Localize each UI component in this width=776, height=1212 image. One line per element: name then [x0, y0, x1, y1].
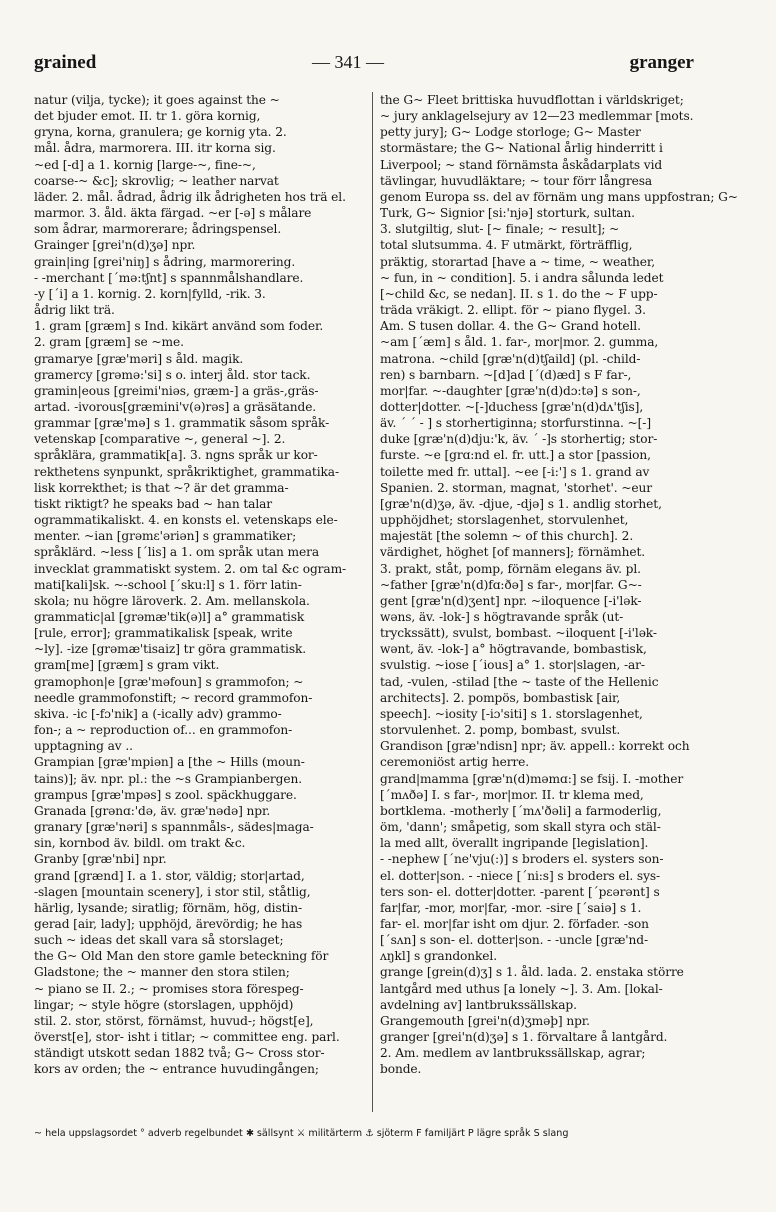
left-running-head: grained [34, 52, 97, 73]
entry-line: the G~ Old Man den store gamle beteckning för [34, 949, 329, 964]
entry-line: 2. Am. medlem av lantbrukssällskap, agrar; [380, 1046, 646, 1061]
left-column [34, 92, 366, 1078]
entry-line: [ˊmʌðə] I. s far-, mor|mor. II. tr klema med, [380, 787, 644, 802]
entry-line: genom Europa ss. del av förnäm ung mans uppfostran; G~ [380, 189, 738, 204]
abbreviation-legend: ~ hela uppslagsordet ° adverb regelbundet ✱ sällsynt ⚔ militärterm ⚓ sjöterm F familjärt P lägre språk S slang [34, 1128, 569, 1139]
right-running-head: granger [629, 52, 694, 73]
entry-line: granary [græ'nəri] s spannmåls-, sädes|maga- [34, 820, 314, 835]
entry-line: grand|mamma [græ'n(d)məmɑ:] se fsij. I. -mother [380, 771, 684, 786]
entry-line: ständigt utskott sedan 1882 två; G~ Cross stor- [34, 1046, 325, 1061]
entry-line: gryna, korna, granulera; ge kornig yta. 2. [34, 125, 287, 140]
entry-line: stil. 2. stor, störst, förnämst, huvud-; högst[e], [34, 1013, 314, 1028]
entry-line: tad, -vulen, -stilad [the ~ taste of the Hellenic [380, 674, 659, 689]
entry-line: 2. gram [græm] se ~me. [34, 335, 184, 350]
entry-line: far|far, -mor, mor|far, -mor. -sire [ˊsaiə] s 1. [380, 900, 642, 915]
entry-line: grain|ing [grei'niŋ] s ådring, marmorering. [34, 254, 296, 269]
entry-line: Liverpool; ~ stand förnämsta åskådarplats vid [380, 157, 663, 172]
entry-line: lantgård med uthus [a lonely ~]. 3. Am. [lokal- [380, 981, 663, 996]
entry-line: matrona. ~child [græ'n(d)tʃaild] (pl. -child- [380, 351, 641, 366]
entry-line: storvulenhet. 2. pomp, bombast, svulst. [380, 723, 621, 738]
entry-line: ~father [græ'n(d)fɑ:ðə] s far-, mor|far. G~- [380, 577, 642, 592]
entry-line: lisk korrekthet; is that ~? är det gramma- [34, 480, 289, 495]
entry-line: det bjuder emot. II. tr 1. göra kornig, [34, 109, 261, 124]
entry-line: upptagning av .. [34, 739, 133, 754]
entry-line: el. dotter|son. - -niece [ˊni:s] s broders el. sys- [380, 868, 661, 883]
entry-line: tryckssätt), svulst, bombast. ~iloquent [-i'lək- [380, 626, 657, 641]
entry-line: Granby [græ'nbi] npr. [34, 852, 167, 867]
entry-line: grand [grænd] I. a 1. stor, väldig; stor|artad, [34, 868, 305, 883]
entry-line: öm, 'dann'; småpetig, som skall styra och stäl- [380, 820, 661, 835]
entry-line: träda vräkigt. 2. ellipt. för ~ piano flygel. 3. [380, 303, 646, 318]
entry-line: menter. ~ian [grəmɛ'əriən] s grammatiker; [34, 529, 297, 544]
entry-line: kors av orden; the ~ entrance huvudingången; [34, 1062, 319, 1077]
column-divider [372, 92, 373, 1112]
entry-line: Grampian [græ'mpiən] a [the ~ Hills (moun- [34, 755, 305, 770]
entry-line: toilette med fr. uttal]. ~ee [-i:'] s 1. grand av [380, 464, 650, 479]
entry-line: 3. slutgiltig, slut- [~ finale; ~ result]; ~ [380, 222, 620, 237]
entry-line: marmor. 3. åld. äkta färgad. ~er [-ə] s målare [34, 206, 312, 221]
entry-line: gramarye [græ'məri] s åld. magik. [34, 351, 244, 366]
entry-line: Grainger [grei'n(d)ʒə] npr. [34, 238, 196, 253]
entry-line: far- el. mor|far isht om djur. 2. förfader. -son [380, 916, 649, 931]
entry-line: läder. 2. mål. ådrad, ådrig ilk ådrigheten hos trä el. [34, 189, 346, 204]
entry-line: skiva. -ic [-fɔ'nik] a (-ically adv) grammo- [34, 706, 282, 721]
entry-line: majestät [the solemn ~ of this church]. 2. [380, 529, 634, 544]
entry-line: ~ fun, in ~ condition]. 5. i andra sålunda ledet [380, 270, 664, 285]
entry-line: - -merchant [ˊmə:tʃnt] s spannmålshandlare. [34, 270, 304, 285]
entry-line: ~ jury anklagelsejury av 12—23 medlemmar [mots. [380, 109, 694, 124]
entry-line: gram[me] [græm] s gram vikt. [34, 658, 220, 673]
entry-line: -y [ˊi] a 1. kornig. 2. korn|fylld, -rik. 3. [34, 286, 266, 301]
entry-line: petty jury]; G~ Lodge storloge; G~ Master [380, 125, 641, 140]
entry-line: härlig, lysande; siratlig; förnäm, hög, distin- [34, 900, 303, 915]
entry-line: gramophon|e [græ'məfoun] s grammofon; ~ [34, 674, 304, 689]
entry-line: total slutsumma. 4. F utmärkt, förträfflig, [380, 238, 633, 253]
entry-line: tävlingar, huvudläktare; ~ tour förr långresa [380, 173, 653, 188]
entry-line: ogrammatikaliskt. 4. en konsts el. vetenskaps ele- [34, 513, 338, 528]
entry-line: wəns, äv. -lok-] s högtravande språk (ut- [380, 610, 624, 624]
page-number: — 341 — [312, 52, 384, 72]
entry-line: speech]. ~iosity [-iɔ'siti] s 1. storslagenhet, [380, 706, 643, 721]
entry-line: ren) s barnbarn. ~[d]ad [ˊ(d)æd] s F far-, [380, 367, 632, 382]
entry-line: [~child &c, se nedan]. II. s 1. do the ~ F upp- [380, 286, 658, 301]
entry-line: the G~ Fleet brittiska huvudflottan i världskriget; [380, 93, 684, 107]
entry-line: bortklema. -motherly [ˊmʌ'ðəli] a farmoderlig, [380, 803, 662, 818]
entry-line: gramercy [grəmə:'si] s o. interj åld. stor tack. [34, 367, 311, 382]
entry-line: ~ly]. -ize [grəmæ'tisaiz] tr göra grammatisk. [34, 642, 307, 657]
entry-line: furste. ~e [grɑ:nd el. fr. utt.] a stor [passion, [380, 448, 651, 463]
entry-line: granger [grei'n(d)ʒə] s 1. förvaltare å lantgård. [380, 1030, 668, 1045]
entry-line: duke [græ'n(d)dju:'k, äv. ˊ -]s storhertig; stor- [380, 432, 658, 447]
entry-line: som ådrar, marmorerare; ådringspensel. [34, 222, 282, 237]
entry-line: svulstig. ~iose [ˊious] a° 1. stor|slagen, -ar- [380, 658, 645, 673]
entry-line: avdelning av] lantbrukssällskap. [380, 997, 577, 1012]
entry-line: skola; nu högre läroverk. 2. Am. mellanskola. [34, 593, 310, 608]
entry-line: coarse-~ &c]; skrovlig; ~ leather narvat [34, 173, 279, 188]
entry-line: artad. -ivorous[græmini'v(ə)rəs] a gräsätande. [34, 399, 317, 414]
entry-line: grampus [græ'mpəs] s zool. späckhuggare. [34, 787, 297, 802]
entry-line: architects]. 2. pompös, bombastisk [air, [380, 690, 621, 705]
entry-line: värdighet, höghet [of manners]; förnämhet. [380, 545, 646, 560]
entry-line: such ~ ideas det skall vara så storslaget; [34, 933, 284, 948]
entry-line: Am. S tusen dollar. 4. the G~ Grand hotell. [380, 319, 641, 334]
entry-line: Turk, G~ Signior [si:'njə] storturk, sultan. [380, 206, 635, 221]
entry-line: mål. ådra, marmorera. III. itr korna sig. [34, 141, 276, 156]
entry-line: wənt, äv. -lok-] a° högtravande, bombastisk, [380, 642, 647, 657]
entry-line: ~ed [-d] a 1. kornig [large-~, fine-~, [34, 157, 256, 172]
entry-line: needle grammofonstift; ~ record grammofon- [34, 690, 313, 705]
entry-line: Gladstone; the ~ manner den stora stilen; [34, 965, 290, 980]
entry-line: Granada [grənɑ:'də, äv. græ'nədə] npr. [34, 803, 271, 818]
entry-line: ådrig likt trä. [34, 303, 115, 318]
entry-line: upphöjdhet; storslagenhet, storvulenhet, [380, 513, 629, 528]
entry-line: lingar; ~ style högre (storslagen, upphöjd) [34, 997, 294, 1012]
entry-line: Grandison [græ'ndisn] npr; äv. appell.: korrekt och [380, 739, 690, 754]
entry-line: bonde. [380, 1062, 422, 1077]
entry-line: ~am [ˊæm] s åld. 1. far-, mor|mor. 2. gumma, [380, 335, 659, 350]
entry-line: tains)]; äv. npr. pl.: the ~s Grampianbergen. [34, 771, 302, 786]
entry-line: språklärd. ~less [ˊlis] a 1. om språk utan mera [34, 545, 320, 560]
entry-line: mati[kali]sk. ~-school [ˊsku:l] s 1. förr latin- [34, 577, 302, 592]
entry-line: stormästare; the G~ National årlig hinderritt i [380, 141, 663, 156]
right-column [380, 92, 738, 1078]
entry-line: vetenskap [comparative ~, general ~]. 2. [34, 432, 286, 447]
entry-line: ~ piano se II. 2.; ~ promises stora förespeg- [34, 981, 304, 996]
entry-line: gerad [air, lady]; upphöjd, ärevördig; he has [34, 916, 303, 931]
entry-line: äv. ˊ ˊ - ] s storhertiginna; storfurstinna. ~[-] [380, 416, 651, 431]
entry-line: sin, kornbod äv. bildl. om trakt &c. [34, 836, 246, 851]
entry-line: ters son- el. dotter|dotter. -parent [ˊpɛərənt] s [380, 884, 660, 899]
entry-line: dotter|dotter. ~[-]duchess [græ'n(d)dʌ'tʃis], [380, 399, 644, 414]
entry-line: [græ'n(d)ʒə, äv. -djue, -djə] s 1. andlig storhet, [380, 496, 662, 511]
entry-line: Spanien. 2. storman, magnat, 'storhet'. ~eur [380, 480, 653, 495]
entry-line: [rule, error]; grammatikalisk [speak, write [34, 626, 293, 641]
entry-line: ceremoniöst artig herre. [380, 755, 530, 770]
entry-line: grange [grein(d)ʒ] s 1. åld. lada. 2. enstaka större [380, 965, 684, 980]
entry-line: gent [græ'n(d)ʒent] npr. ~iloquence [-i'lək- [380, 593, 642, 608]
entry-line: la med allt, överallt ingripande [legislation]. [380, 836, 649, 851]
entry-line: gramin|eous [greimi'niəs, græm-] a gräs-,gräs- [34, 383, 319, 398]
entry-line: 1. gram [græm] s Ind. kikärt använd som foder. [34, 319, 324, 334]
entry-line: -slagen [mountain scenery], i stor stil, ståtlig, [34, 884, 311, 899]
entry-line: präktig, storartad [have a ~ time, ~ weather, [380, 254, 656, 269]
entry-line: överst[e], stor- isht i titlar; ~ committee eng. parl. [34, 1030, 340, 1045]
entry-line: natur (vilja, tycke); it goes against the ~ [34, 93, 280, 107]
entry-line: fon-; a ~ reproduction of... en grammofon- [34, 723, 293, 738]
entry-line: invecklat grammatiskt system. 2. om tal &c ogram- [34, 561, 347, 576]
entry-line: mor|far. ~-daughter [græ'n(d)dɔ:tə] s son-, [380, 383, 641, 398]
entry-line: grammatic|al [grəmæ'tik(ə)l] a° grammatisk [34, 610, 305, 624]
entry-line: rekthetens synpunkt, språkriktighet, grammatika- [34, 464, 339, 479]
entry-line: ʌŋkl] s grandonkel. [380, 949, 497, 964]
entry-line: språklära, grammatik[a]. 3. ngns språk ur kor- [34, 448, 318, 463]
entry-line: - -nephew [ˊne'vju(:)] s broders el. systers son- [380, 852, 664, 867]
entry-line: tiskt riktigt? he speaks bad ~ han talar [34, 496, 273, 511]
entry-line: Grangemouth [grei'n(d)ʒməþ] npr. [380, 1013, 590, 1028]
entry-line: grammar [græ'mə] s 1. grammatik såsom språk- [34, 416, 330, 431]
entry-line: 3. prakt, ståt, pomp, förnäm elegans äv. pl. [380, 561, 641, 576]
entry-line: [ˊsʌn] s son- el. dotter|son. - -uncle [græ'nd- [380, 933, 649, 948]
